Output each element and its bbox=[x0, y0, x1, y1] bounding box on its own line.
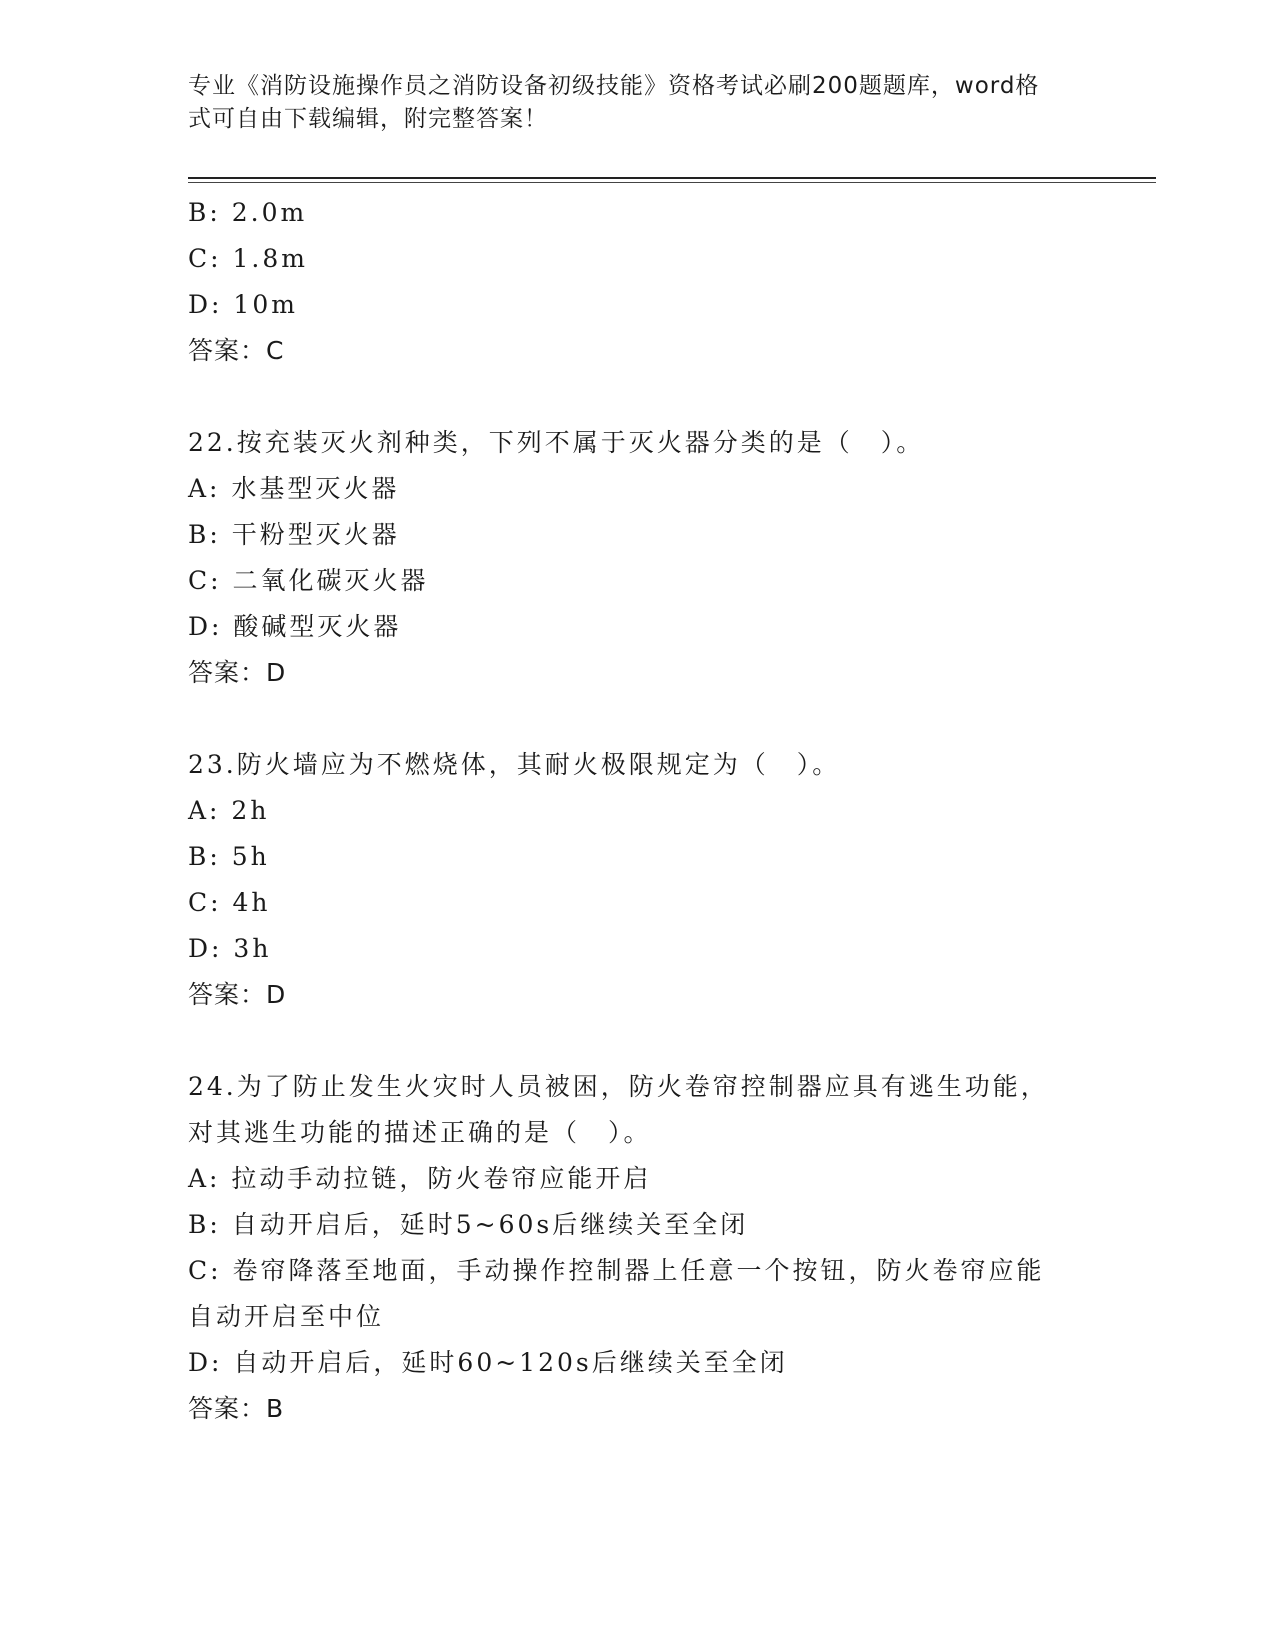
spacer bbox=[188, 374, 1088, 420]
answer-line: 答案：B bbox=[188, 1394, 285, 1423]
question-list bbox=[188, 190, 1088, 1432]
option-a: A: 2h bbox=[188, 796, 270, 825]
option-d: D: 酸碱型灭火器 bbox=[188, 612, 402, 641]
option-b: B: 自动开启后，延时5~60s后继续关至全闭 bbox=[188, 1210, 749, 1239]
question-stem-line-1: 24.为了防止发生火灾时人员被困，防火卷帘控制器应具有逃生功能， bbox=[188, 1072, 1049, 1101]
spacer bbox=[188, 1018, 1088, 1064]
question-21-continued bbox=[188, 190, 1088, 374]
question-stem: 23.防火墙应为不燃烧体，其耐火极限规定为（ ）。 bbox=[188, 750, 841, 779]
option-b: B: 5h bbox=[188, 842, 270, 871]
answer-line: 答案：C bbox=[188, 336, 285, 365]
question-24 bbox=[188, 1064, 1088, 1432]
option-b: B: 干粉型灭火器 bbox=[188, 520, 400, 549]
option-d: D: 3h bbox=[188, 934, 272, 963]
option-b: B: 2.0m bbox=[188, 198, 308, 227]
option-c: C: 二氧化碳灭火器 bbox=[188, 566, 429, 595]
question-stem: 22.按充装灭火剂种类，下列不属于灭火器分类的是（ ）。 bbox=[188, 428, 925, 457]
question-stem-line-2: 对其逃生功能的描述正确的是（ ）。 bbox=[188, 1118, 652, 1147]
option-d: D: 10m bbox=[188, 290, 298, 319]
spacer bbox=[188, 696, 1088, 742]
option-d: D: 自动开启后，延时60~120s后继续关至全闭 bbox=[188, 1348, 788, 1377]
header-title-line-1: 专业《消防设施操作员之消防设备初级技能》资格考试必刷200题题库，word格 bbox=[188, 73, 1040, 99]
header-rule-thin bbox=[188, 182, 1156, 183]
option-a: A: 拉动手动拉链，防火卷帘应能开启 bbox=[188, 1164, 652, 1193]
question-22 bbox=[188, 420, 1088, 696]
question-23 bbox=[188, 742, 1088, 1018]
option-c: C: 1.8m bbox=[188, 244, 308, 273]
document-header bbox=[188, 70, 1088, 136]
option-c-line-1: C: 卷帘降落至地面，手动操作控制器上任意一个按钮，防火卷帘应能 bbox=[188, 1256, 1045, 1285]
option-c: C: 4h bbox=[188, 888, 271, 917]
answer-line: 答案：D bbox=[188, 980, 287, 1009]
option-c-line-2: 自动开启至中位 bbox=[188, 1302, 385, 1331]
answer-line: 答案：D bbox=[188, 658, 287, 687]
option-a: A: 水基型灭火器 bbox=[188, 474, 400, 503]
header-title-line-2: 式可自由下载编辑，附完整答案！ bbox=[188, 106, 548, 132]
header-rule-thick bbox=[188, 177, 1156, 179]
